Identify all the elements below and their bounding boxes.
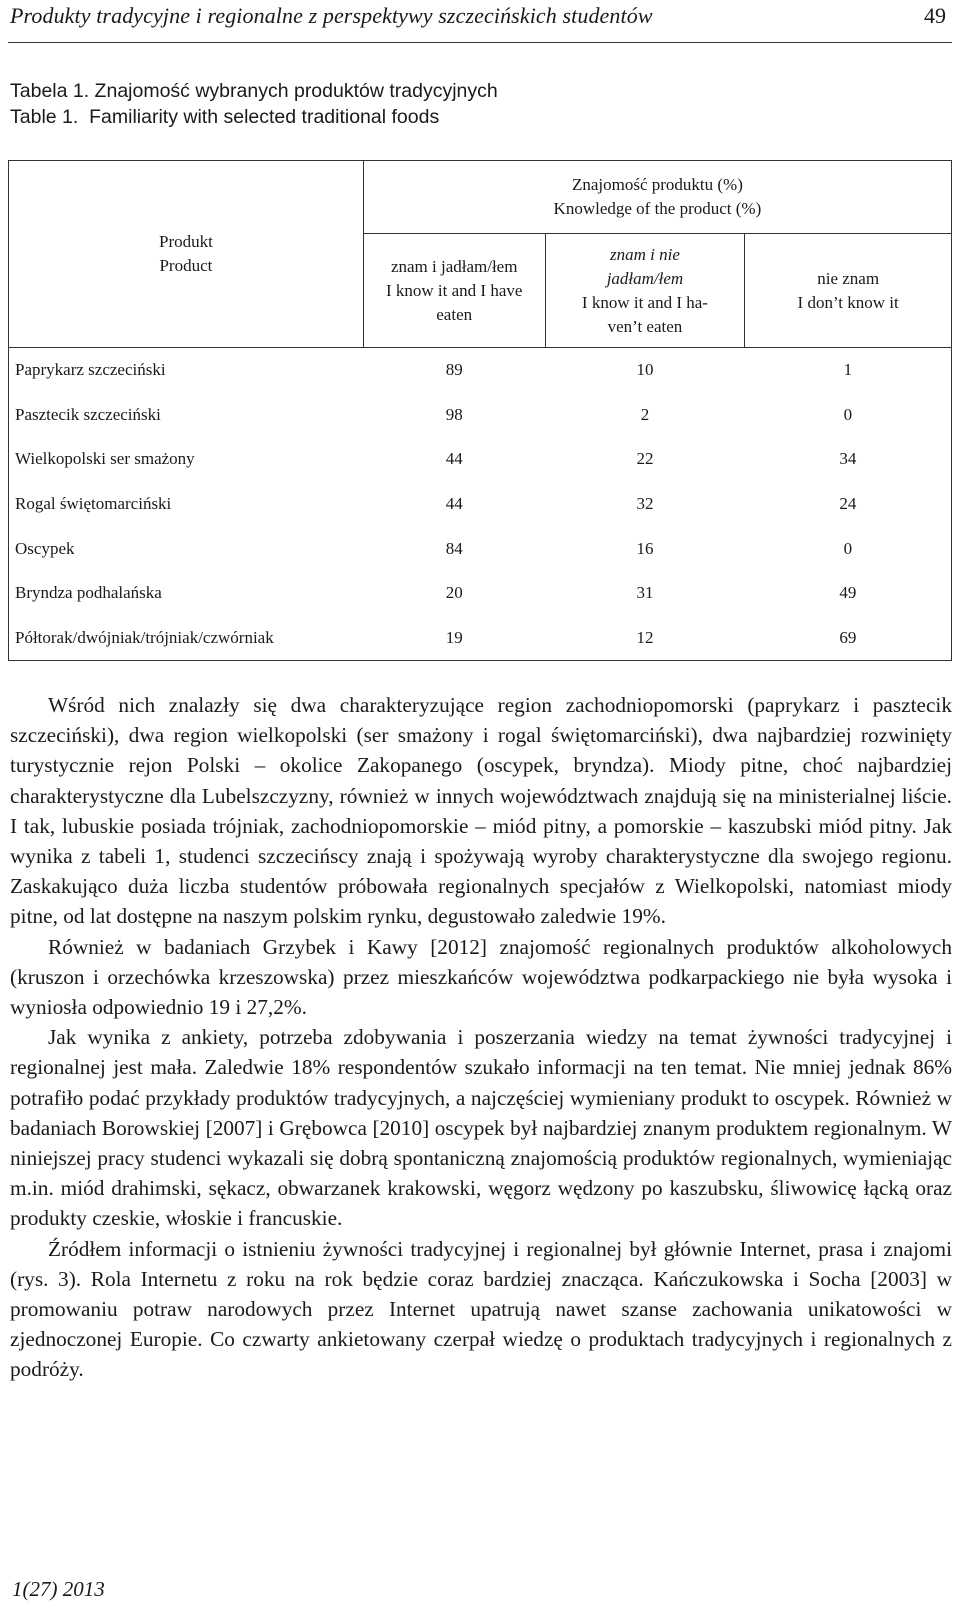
table-row [9,348,952,393]
value-know-not-eaten: 32 [636,494,654,514]
value-know-eaten: 89 [445,360,463,380]
running-title: Produkty tradycyjne i regionalne z perspektywy szczecińskich studentów [10,3,653,28]
table-row [9,571,952,616]
value-know-eaten: 44 [445,494,463,514]
value-dont-know: 0 [843,404,853,424]
product-name: Rogal świętomarciński [15,494,172,514]
value-dont-know: 34 [839,449,857,469]
value-know-not-eaten: 16 [636,538,654,558]
article-body [10,690,952,1385]
product-name: Bryndza podhalańska [15,583,162,603]
product-name: Półtorak/dwójniak/trójniak/czwórniak [15,627,274,647]
value-know-eaten: 84 [445,538,463,558]
product-name: Pasztecik szczeciński [15,404,161,424]
table-row [9,482,952,527]
caption-english: Table 1. Familiarity with selected traditional foods [10,106,440,128]
issue-footer: 1(27) 2013 [12,1577,105,1601]
knowledge-table [8,160,952,661]
value-dont-know: 0 [843,538,853,558]
product-name: Oscypek [15,538,75,558]
table-row [9,526,952,571]
table-row [9,437,952,482]
product-header: Produkt Product [9,161,364,348]
value-know-not-eaten: 22 [636,449,654,469]
table-row [9,393,952,438]
value-dont-know: 69 [839,627,857,647]
value-know-eaten: 19 [445,627,463,647]
value-dont-know: 1 [843,360,853,380]
value-know-eaten: 20 [445,583,463,603]
value-know-eaten: 98 [445,404,463,424]
value-know-not-eaten: 10 [636,360,654,380]
value-dont-know: 24 [839,494,857,514]
product-name: Wielkopolski ser smażony [15,449,195,469]
page-number: 49 [924,3,946,28]
product-name: Paprykarz szczeciński [15,360,166,380]
page-header [8,0,952,43]
value-dont-know: 49 [839,583,857,603]
body-paragraph: Jak wynika z ankiety, potrzeba zdobywania i poszerzania wiedzy na temat żywności tradycyjnej i regionalnej jest mała. Zaledwie 18% respondentów szukało informacji na ten temat. Nie mniej jednak 86% potrafiło podać przykłady produktów tradycyjnych, a najczęściej wymieniany produkt to oscypek. Również w badaniach Borowskiej [2007] i Grębowca [2010] oscypek był najbardziej znanym produktem regionalnym. W niniejszej pracy studenci wykazali się dobrą spontaniczną znajomością produktów regionalnych, wymieniając m.in. miód drahimski, sękacz, obwarzanek krakowski, węgorz wędzony po kaszubsku, śliwowicę łącką oraz produkty czeskie, włoskie i francuskie. [10,1025,952,1231]
header-dont-know: nie znam I don’t know it [745,234,952,348]
caption-polish: Tabela 1. Znajomość wybranych produktów tradycyjnych [10,80,498,102]
header-know-and-eaten: znam i jadłam/łem I know it and I have eaten [363,234,545,348]
value-know-not-eaten: 12 [636,627,654,647]
header-know-not-eaten: znam i nie jadłam/łem I know it and I ha- ven’t eaten [545,234,745,348]
table-row [9,616,952,661]
value-know-not-eaten: 2 [640,404,650,424]
knowledge-group-header: Znajomość produktu (%) Knowledge of the product (%) [363,161,951,234]
body-paragraph: Wśród nich znalazły się dwa charakteryzujące region zachodniopomorski (paprykarz i pasztecik szczeciński), dwa region wielkopolski (ser smażony i rogal świętomarciński), dwa najbardziej rozwinięty turystycznie rejon Polski – okolice Zakopanego (oscypek, bryndza). Miody pitne, choć najbardziej charakterystyczne dla Lubelszczyzny, również w innych województwach znajdują się na ministerialnej liście. I tak, lubuskie posiada trójniak, zachodniopomorskie – miód pitny, a pomorskie – kaszubski miód pitny. Jak wynika z tabeli 1, studenci szczecińscy znają i spożywają wyroby charakterystyczne dla swojego regionu. Zaskakująco duża liczba studentów próbowała regionalnych specjałów z Wielkopolski, natomiast miody pitne, od lat dostępne na naszym polskim rynku, degustowało zaledwie 19%. [10,693,952,929]
body-paragraph: Źródłem informacji o istnieniu żywności tradycyjnej i regionalnej był głównie Internet, prasa i znajomi (rys. 3). Rola Internetu z roku na rok będzie coraz bardziej znacząca. Kańczukowska i Socha [2003] w promowaniu potraw narodowych przez Internet upatrują nawet szanse zachowania unikatowości w zjednoczonej Europie. Co czwarty ankietowany czerpał wiedzę o produktach tradycyjnych i regionalnych z podróży. [10,1236,952,1382]
value-know-not-eaten: 31 [636,583,654,603]
body-paragraph: Również w badaniach Grzybek i Kawy [2012] znajomość regionalnych produktów alkoholowych (kruszon i orzechówka krzeszowska) przez mieszkańców województwa podkarpackiego nie była wysoka i wyniosła odpowiednio 19 i 27,2%. [10,934,952,1020]
value-know-eaten: 44 [445,449,463,469]
table-caption [10,78,498,130]
